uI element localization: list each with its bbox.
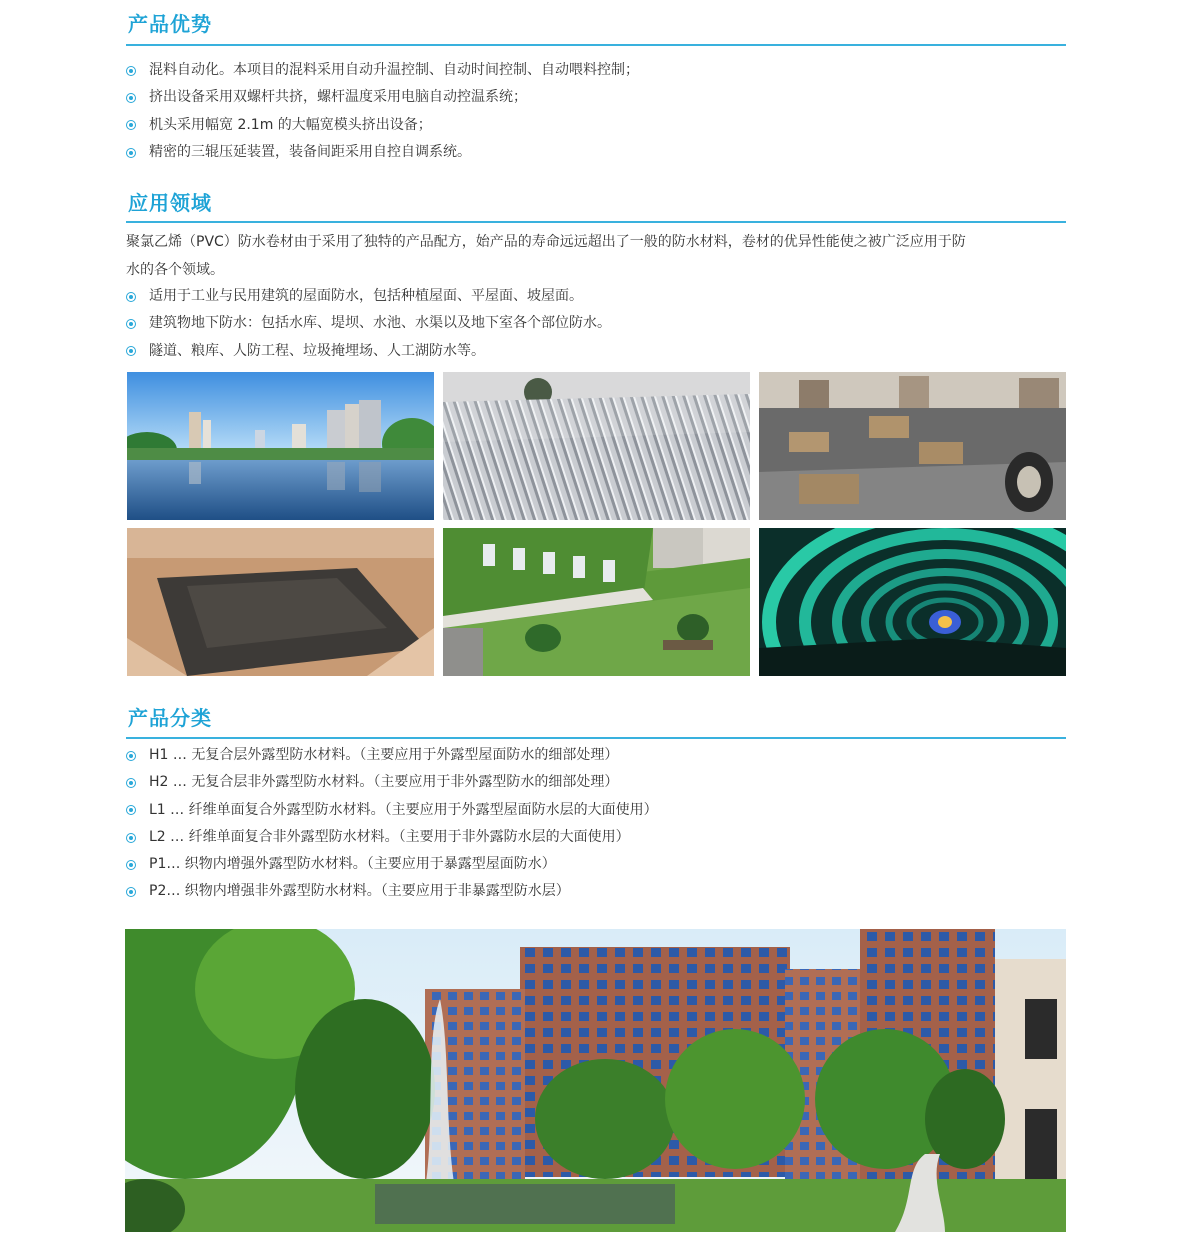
list-item [126,84,639,111]
list-item [126,57,639,84]
list-item-text: P1… 织物内增强外露型防水材料。（主要应用于暴露型屋面防水） [149,856,556,873]
ring-bullet-icon [126,778,136,788]
list-item-text: P2… 织物内增强非外露型防水材料。（主要应用于非暴露型防水层） [149,883,570,900]
list-item-text: 精密的三辊压延装置，装备间距采用自控自调系统。 [149,143,471,160]
intro-line: 水的各个领域。 [126,261,224,278]
ring-bullet-icon [126,93,136,103]
list-item-text: 挤出设备采用双螺杆共挤，螺杆温度采用电脑自动控温系统； [149,89,527,106]
list-item [126,742,658,769]
ring-bullet-icon [126,887,136,897]
section-divider [126,44,1066,46]
ring-bullet-icon [126,833,136,843]
classification-list [126,742,658,906]
ring-bullet-icon [126,292,136,302]
ring-bullet-icon [126,751,136,761]
ring-bullet-icon [126,860,136,870]
photo-roof-membrane-rolls [759,372,1066,520]
photo-residential-garden [125,929,1066,1232]
ring-bullet-icon [126,805,136,815]
list-item [126,797,658,824]
ring-bullet-icon [126,346,136,356]
photo-lake-city-skyline [127,372,434,520]
section-title-applications: 应用领域 [128,191,212,215]
photo-green-roof [443,528,750,676]
list-item [126,824,658,851]
list-item-text: H2 … 无复合层非外露型防水材料。（主要应用于非外露型防水的细部处理） [149,774,619,791]
section-title-advantages: 产品优势 [128,12,212,36]
list-item [126,310,611,337]
list-item [126,851,658,878]
list-item [126,769,658,796]
intro-line: 聚氯乙烯（PVC）防水卷材由于采用了独特的产品配方，始产品的寿命远远超出了一般的防水材料，卷材的优异性能使之被广泛应用于防 [126,234,966,250]
list-item-text: 隧道、粮库、人防工程、垃圾掩埋场、人工湖防水等。 [149,342,485,359]
list-item [126,878,658,905]
section-title-classification: 产品分类 [128,706,212,730]
advantages-list [126,57,639,166]
list-item [126,139,639,166]
photo-metal-roof [443,372,750,520]
ring-bullet-icon [126,120,136,130]
list-item-text: 适用于工业与民用建筑的屋面防水，包括种植屋面、平屋面、坡屋面。 [149,288,583,304]
list-item [126,338,611,365]
list-item [126,283,611,310]
ring-bullet-icon [126,319,136,329]
applications-list [126,283,611,365]
list-item-text: 建筑物地下防水：包括水库、堤坝、水池、水渠以及地下室各个部位防水。 [149,315,611,332]
list-item [126,112,639,139]
photo-tunnel [759,528,1066,676]
section-divider [126,737,1066,739]
list-item-text: 机头采用幅宽 2.1m 的大幅宽模头挤出设备； [149,116,432,133]
ring-bullet-icon [126,66,136,76]
list-item-text: L1 … 纤维单面复合外露型防水材料。（主要应用于外露型屋面防水层的大面使用） [149,801,658,818]
applications-intro [126,229,1071,284]
photo-underground-excavation [127,528,434,676]
list-item-text: L2 … 纤维单面复合非外露型防水材料。（主要用于非外露防水层的大面使用） [149,828,630,845]
list-item-text: 混料自动化。本项目的混料采用自动升温控制、自动时间控制、自动喂料控制； [149,62,639,78]
ring-bullet-icon [126,148,136,158]
list-item-text: H1 … 无复合层外露型防水材料。（主要应用于外露型屋面防水的细部处理） [149,747,619,763]
section-divider [126,221,1066,223]
